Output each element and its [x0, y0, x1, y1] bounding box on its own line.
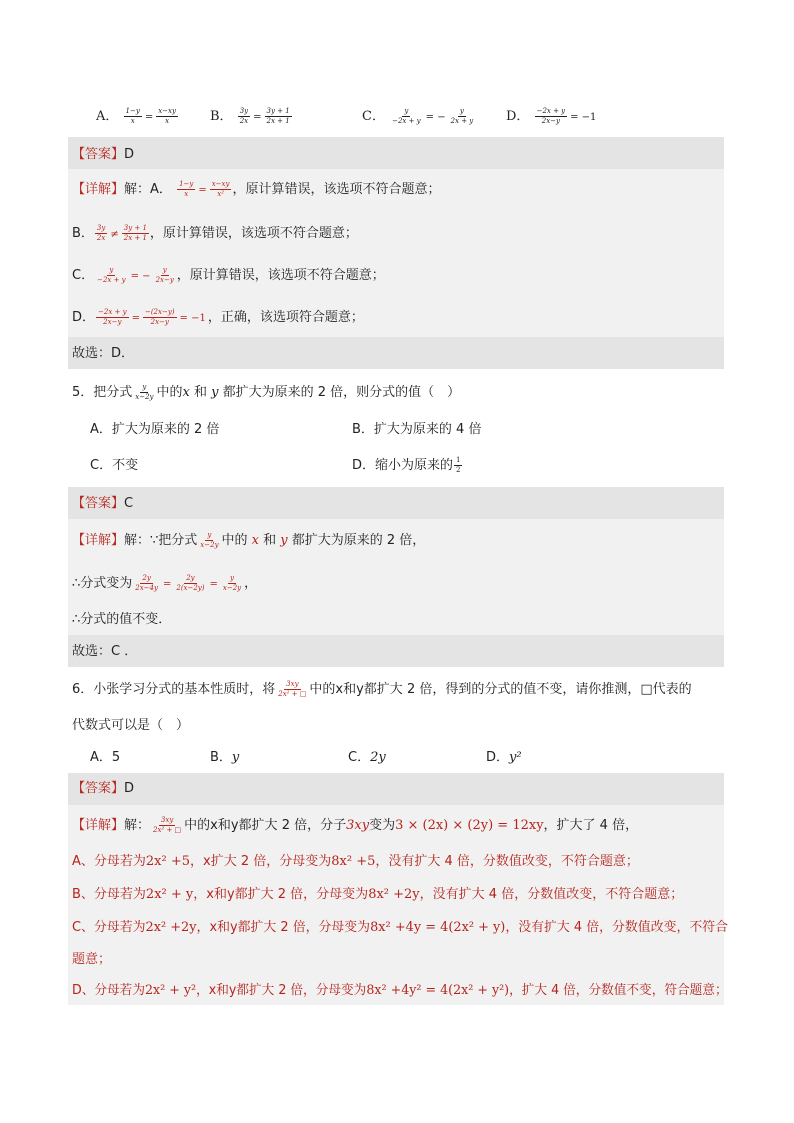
- q4-detail-line-5: 故选：D．: [72, 346, 135, 361]
- q5-detail-line-1: 【详解】解：∵把分式 $\frac{y}{x-2y}$ 中的 x 和 y 都扩大为原来的 2 倍，: [72, 531, 426, 549]
- q6-answer-line: 【答案】D: [72, 781, 135, 796]
- q4-answer-line: 【答案】D: [72, 147, 135, 162]
- q5-option-b: B．扩大为原来的 4 倍: [352, 422, 482, 437]
- q5-detail-line-4: 故选：C ．: [72, 644, 138, 659]
- q6-option-d: D．y²: [486, 750, 522, 765]
- q6-detail-line-c-cont: 题意；: [72, 952, 112, 967]
- q4-detail-line-4: D． $\frac{-2x + y}{2x-y}$ = $\frac{-(2x-y)}{2x-y}$ = −1 ，正确，该选项符合题意；: [72, 308, 364, 326]
- q4-option-c: C． $\frac{y}{-2x + y}$ = − $\frac{y}{2x + y}$: [362, 107, 474, 125]
- q6-detail-line-1: 【详解】解： $\frac{3xy}{\text{2x² + □}}$ 中的x和y都扩大 2 倍，分子3xy变为3 × (2x) × (2y) = 12xy，扩大了 4 倍，: [72, 816, 639, 834]
- q4-detail-line-2: B． $\frac{3y}{2x}$ ≠ $\frac{3y + 1}{2x + 1}$ ，原计算错误，该选项不符合题意；: [72, 224, 358, 242]
- q4-detail-line-3: C． $\frac{y}{-2x + y}$ = − $\frac{y}{2x-y}$ ，原计算错误，该选项不符合题意；: [72, 266, 385, 284]
- q4-option-d: D． $\frac{-2x + y}{2x-y}$ = −1: [506, 107, 597, 125]
- q6-option-b: B．y: [210, 750, 240, 765]
- q5-answer-line: 【答案】C: [72, 496, 134, 511]
- q4-answer-panel: [68, 137, 724, 369]
- q6-stem: 6．小张学习分式的基本性质时，将 $\frac{3xy}{\text{2x² + □}}$ 中的x和y都扩大 2 倍，得到的分式的值不变，请你推测，□代表的: [72, 680, 692, 698]
- q5-detail-line-3: ∴分式的值不变．: [72, 612, 172, 627]
- q6-stem-line-2: 代数式可以是（ ）: [72, 718, 190, 733]
- q4-detail-line-1: 【详解】解：A． $\frac{1-y}{x}$ = $\frac{x-xy}{\text{x²}}$ ，原计算错误，该选项不符合题意；: [72, 180, 441, 198]
- q6-detail-line-b: B、分母若为2x² + y，x和y都扩大 2 倍，分母变为8x² +2y，没有扩大 4 倍，分数值改变，不符合题意；: [72, 887, 684, 902]
- q5-option-a: A．扩大为原来的 2 倍: [90, 422, 220, 437]
- q6-detail-line-c: C、分母若为2x² +2y，x和y都扩大 2 倍，分母变为8x² +4y = 4(2x² + y)，没有扩大 4 倍，分数值改变，不符合: [72, 920, 729, 935]
- q6-option-a: A．5: [90, 750, 121, 765]
- q4-option-a: A． $\frac{1-y}{x}$ = $\frac{x-xy}{x}$: [96, 107, 176, 125]
- q5-detail-line-2: ∴分式变为 $\frac{2y}{2x-4y}$ = $\frac{2y}{2(x-2y)}$ = $\frac{y}{x-2y}$ ，: [72, 574, 258, 592]
- q5-stem: 5．把分式 $\frac{y}{x-2y}$ 中的x 和 y 都扩大为原来的 2 倍，则分式的值（ ）: [72, 383, 461, 401]
- q6-detail-line-a: A、分母若为2x² +5，x扩大 2 倍，分母变为8x² +5，没有扩大 4 倍，分数值改变，不符合题意；: [72, 854, 639, 869]
- q4-option-b: B． $\frac{3y}{2x}$ = $\frac{3y + 1}{2x + 1}$: [210, 107, 290, 125]
- q6-detail-line-d: D、分母若为2x² + y²，x和y都扩大 2 倍，分母变为8x² +4y² = 4(2x² + y²)，扩大 4 倍，分数值不变，符合题意；: [72, 983, 728, 998]
- q5-option-c: C．不变: [90, 458, 139, 473]
- q5-option-d: D．缩小为原来的 $\frac{1}{2}$: [352, 456, 461, 474]
- q6-option-c: C．2y: [348, 750, 386, 765]
